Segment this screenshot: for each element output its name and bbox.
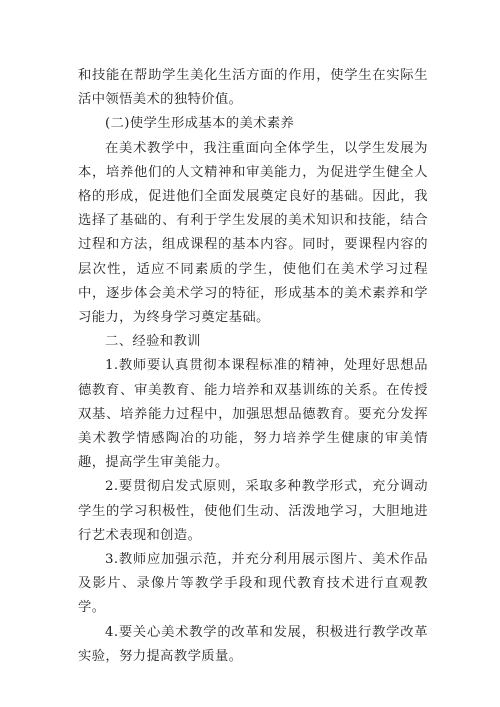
list-item-1: 1.教师要认真贯彻本课程标准的精神，处理好思想品德教育、审美教育、能力培养和双基训练的关系。在传授双基、培养能力过程中，加强思想品德教育。要充分发挥美术教学情感陶冶的功能，努力培养学生健康的审美情趣，提高学生审美能力。 [78,358,428,471]
section-heading-art-literacy: (二)使学生形成基本的美术素养 [105,116,295,132]
paragraph-art-literacy: 在美术教学中，我注重面向全体学生，以学生发展为本，培养他们的人文精神和审美能力，为促进学生健全人格的形成，促进他们全面发展奠定良好的基础。因此，我选择了基础的、有利于学生发展的美术知识和技能，结合过程和方法，组成课程的基本内容。同时，要课程内容的层次性，适应不同素质的学生，使他们在美术学习过程中，逐步体会美术学习的特征，形成基本的美术素养和学习能力，为终身学习奠定基础。 [78,140,428,326]
list-item-2: 2.要贯彻启发式原则，采取多种教学形式，充分调动学生的学习积极性，使他们生动、活泼地学习，大胆地进行艺术表现和创造。 [78,479,428,543]
paragraph-art-value: 和技能在帮助学生美化生活方面的作用，使学生在实际生活中领悟美术的独特价值。 [78,68,428,108]
document-body [78,64,428,669]
section-heading-experience: 二、经验和教训 [105,334,201,350]
list-item-4: 4.要关心美术教学的改革和发展，积极进行教学改革实验，努力提高教学质量。 [78,624,428,664]
list-item-3: 3.教师应加强示范，并充分利用展示图片、美术作品及影片、录像片等教学手段和现代教育技术进行直观教学。 [78,552,428,616]
